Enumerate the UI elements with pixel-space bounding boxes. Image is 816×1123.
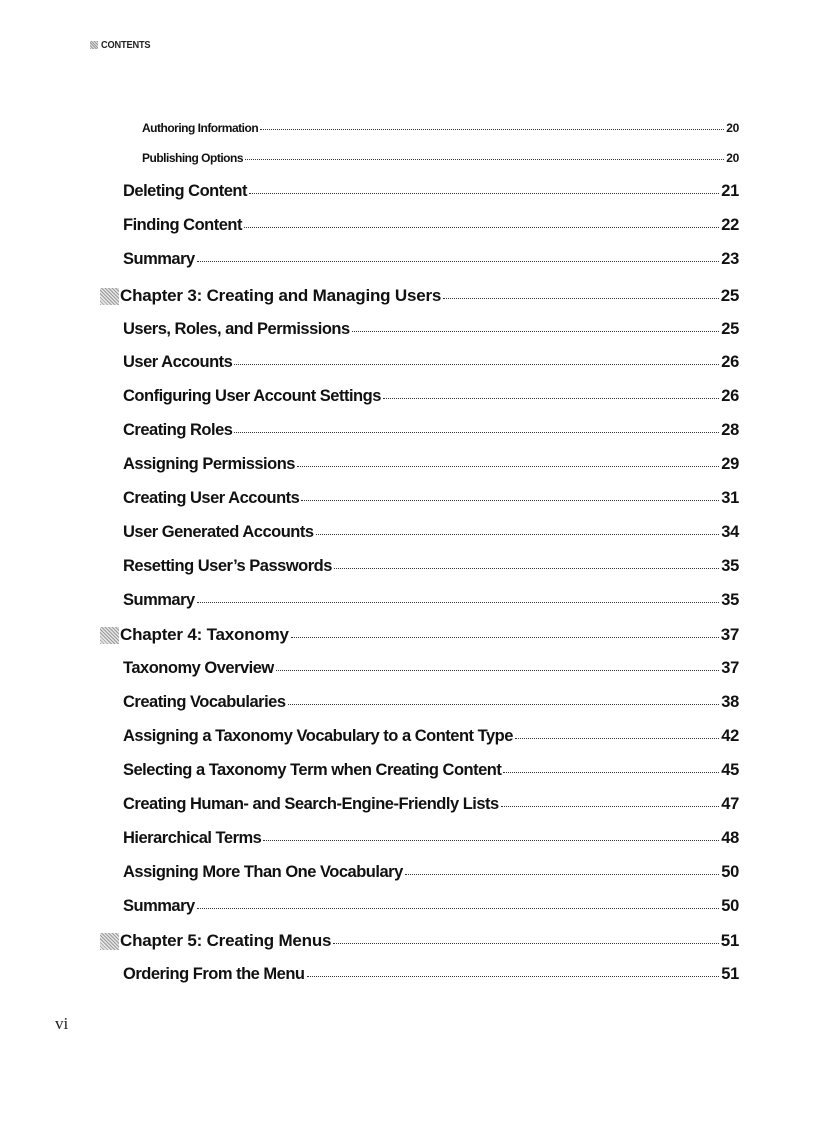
toc-entry-title: Summary xyxy=(123,591,195,609)
toc-entry-page: 51 xyxy=(720,931,739,950)
toc-entry[interactable] xyxy=(123,693,739,712)
toc-entry-page: 35 xyxy=(721,557,739,575)
toc-entry-page: 37 xyxy=(720,625,739,644)
chapter-marker-icon xyxy=(100,933,119,950)
dot-leader xyxy=(234,364,719,365)
toc-entry-title: Resetting User’s Passwords xyxy=(123,557,332,575)
toc-entry-title: Configuring User Account Settings xyxy=(123,387,381,405)
dot-leader xyxy=(383,398,719,399)
toc-entry-page: 48 xyxy=(721,829,739,847)
toc-entry-title: Assigning More Than One Vocabulary xyxy=(123,863,403,881)
toc-entry-page: 21 xyxy=(721,182,739,200)
toc-chapter-entry[interactable] xyxy=(100,286,739,306)
dot-leader xyxy=(260,129,724,130)
toc-entry-page: 50 xyxy=(721,863,739,881)
toc-entry[interactable] xyxy=(123,829,739,848)
header-title: CONTENTS xyxy=(101,39,151,51)
toc-entry[interactable] xyxy=(123,727,739,746)
dot-leader xyxy=(234,432,719,433)
toc-entry[interactable] xyxy=(123,421,739,440)
dot-leader xyxy=(405,874,719,875)
toc-entry-title: Creating Human- and Search-Engine-Friendly Lists xyxy=(123,795,499,813)
toc-entry[interactable] xyxy=(123,182,739,201)
dot-leader xyxy=(245,159,724,160)
toc-entry-title: User Accounts xyxy=(123,353,233,371)
toc-entry-title: Authoring Information xyxy=(142,121,259,135)
chapter-marker-icon xyxy=(100,627,119,644)
toc-entry-title: Selecting a Taxonomy Term when Creating Content xyxy=(123,761,502,779)
toc-chapter-entry[interactable] xyxy=(100,625,739,645)
toc-entry-page: 35 xyxy=(721,591,739,609)
dot-leader xyxy=(263,840,719,841)
toc-entry-title: Deleting Content xyxy=(123,182,247,200)
toc-entry-page: 20 xyxy=(726,121,739,135)
toc-entry-title: Chapter 3: Creating and Managing Users xyxy=(120,286,442,305)
toc-entry-title: Chapter 5: Creating Menus xyxy=(120,931,332,950)
toc-entry[interactable] xyxy=(123,489,739,508)
dot-leader xyxy=(276,670,719,671)
toc-entry[interactable] xyxy=(142,151,739,165)
toc-entry[interactable] xyxy=(123,455,739,474)
toc-entry-page: 34 xyxy=(721,523,739,541)
toc-entry-page: 29 xyxy=(721,455,739,473)
toc-entry-title: Ordering From the Menu xyxy=(123,965,305,983)
toc-entry-page: 25 xyxy=(721,320,739,338)
toc-entry[interactable] xyxy=(123,897,739,916)
toc-entry-title: Finding Content xyxy=(123,216,242,234)
toc-entry-title: Creating Vocabularies xyxy=(123,693,286,711)
toc-entry[interactable] xyxy=(142,121,739,135)
dot-leader xyxy=(197,908,720,909)
page-number: vi xyxy=(55,1014,69,1033)
toc-entry-page: 45 xyxy=(721,761,739,779)
toc-entry-page: 26 xyxy=(721,387,739,405)
toc-entry-title: Creating Roles xyxy=(123,421,233,439)
toc-entry[interactable] xyxy=(123,965,739,984)
toc-entry-title: Chapter 4: Taxonomy xyxy=(120,625,289,644)
dot-leader xyxy=(297,466,719,467)
dot-leader xyxy=(515,738,719,739)
toc-entry[interactable] xyxy=(123,557,739,576)
chapter-marker-icon xyxy=(100,288,119,305)
toc-entry[interactable] xyxy=(123,387,739,406)
toc-entry-page: 22 xyxy=(721,216,739,234)
dot-leader xyxy=(197,261,720,262)
toc-entry-title: Hierarchical Terms xyxy=(123,829,262,847)
toc-entry[interactable] xyxy=(123,353,739,372)
toc-entry-page: 37 xyxy=(721,659,739,677)
toc-entry-page: 28 xyxy=(721,421,739,439)
toc-entry[interactable] xyxy=(123,761,739,780)
toc-entry[interactable] xyxy=(123,795,739,814)
dot-leader xyxy=(197,602,720,603)
toc-entry-page: 25 xyxy=(720,286,739,305)
toc-entry-page: 31 xyxy=(721,489,739,507)
dot-leader xyxy=(301,500,719,501)
dot-leader xyxy=(307,976,720,977)
dot-leader xyxy=(352,331,720,332)
toc-entry[interactable] xyxy=(123,591,739,610)
toc-chapter-entry[interactable] xyxy=(100,931,739,951)
toc-entry-page: 50 xyxy=(721,897,739,915)
toc-entry-title: Users, Roles, and Permissions xyxy=(123,320,350,338)
toc-entry-title: Assigning a Taxonomy Vocabulary to a Content Type xyxy=(123,727,513,745)
toc-entry-title: User Generated Accounts xyxy=(123,523,314,541)
toc-entry-title: Creating User Accounts xyxy=(123,489,300,507)
toc-entry-page: 23 xyxy=(721,250,739,268)
toc-entry-page: 26 xyxy=(721,353,739,371)
dot-leader xyxy=(244,227,719,228)
toc-entry[interactable] xyxy=(123,320,739,339)
dot-leader xyxy=(333,943,718,944)
toc-entry-title: Publishing Options xyxy=(142,151,243,165)
toc-entry-title: Summary xyxy=(123,897,195,915)
toc-entry[interactable] xyxy=(123,659,739,678)
dot-leader xyxy=(249,193,719,194)
toc-entry-page: 51 xyxy=(721,965,739,983)
toc-entry-page: 20 xyxy=(726,151,739,165)
toc-entry-page: 47 xyxy=(721,795,739,813)
toc-entry-page: 42 xyxy=(721,727,739,745)
toc-entry[interactable] xyxy=(123,216,739,235)
dot-leader xyxy=(316,534,720,535)
dot-leader xyxy=(288,704,720,705)
toc-entry-title: Assigning Permissions xyxy=(123,455,295,473)
dot-leader xyxy=(503,772,719,773)
dot-leader xyxy=(443,298,719,299)
toc-entry[interactable] xyxy=(123,863,739,882)
dot-leader xyxy=(334,568,719,569)
dot-leader xyxy=(501,806,720,807)
toc-entry-page: 38 xyxy=(721,693,739,711)
dot-leader xyxy=(291,637,719,638)
toc-entry-title: Summary xyxy=(123,250,195,268)
toc-entry-title: Taxonomy Overview xyxy=(123,659,274,677)
toc-entry[interactable] xyxy=(123,250,739,269)
toc-entry[interactable] xyxy=(123,523,739,542)
